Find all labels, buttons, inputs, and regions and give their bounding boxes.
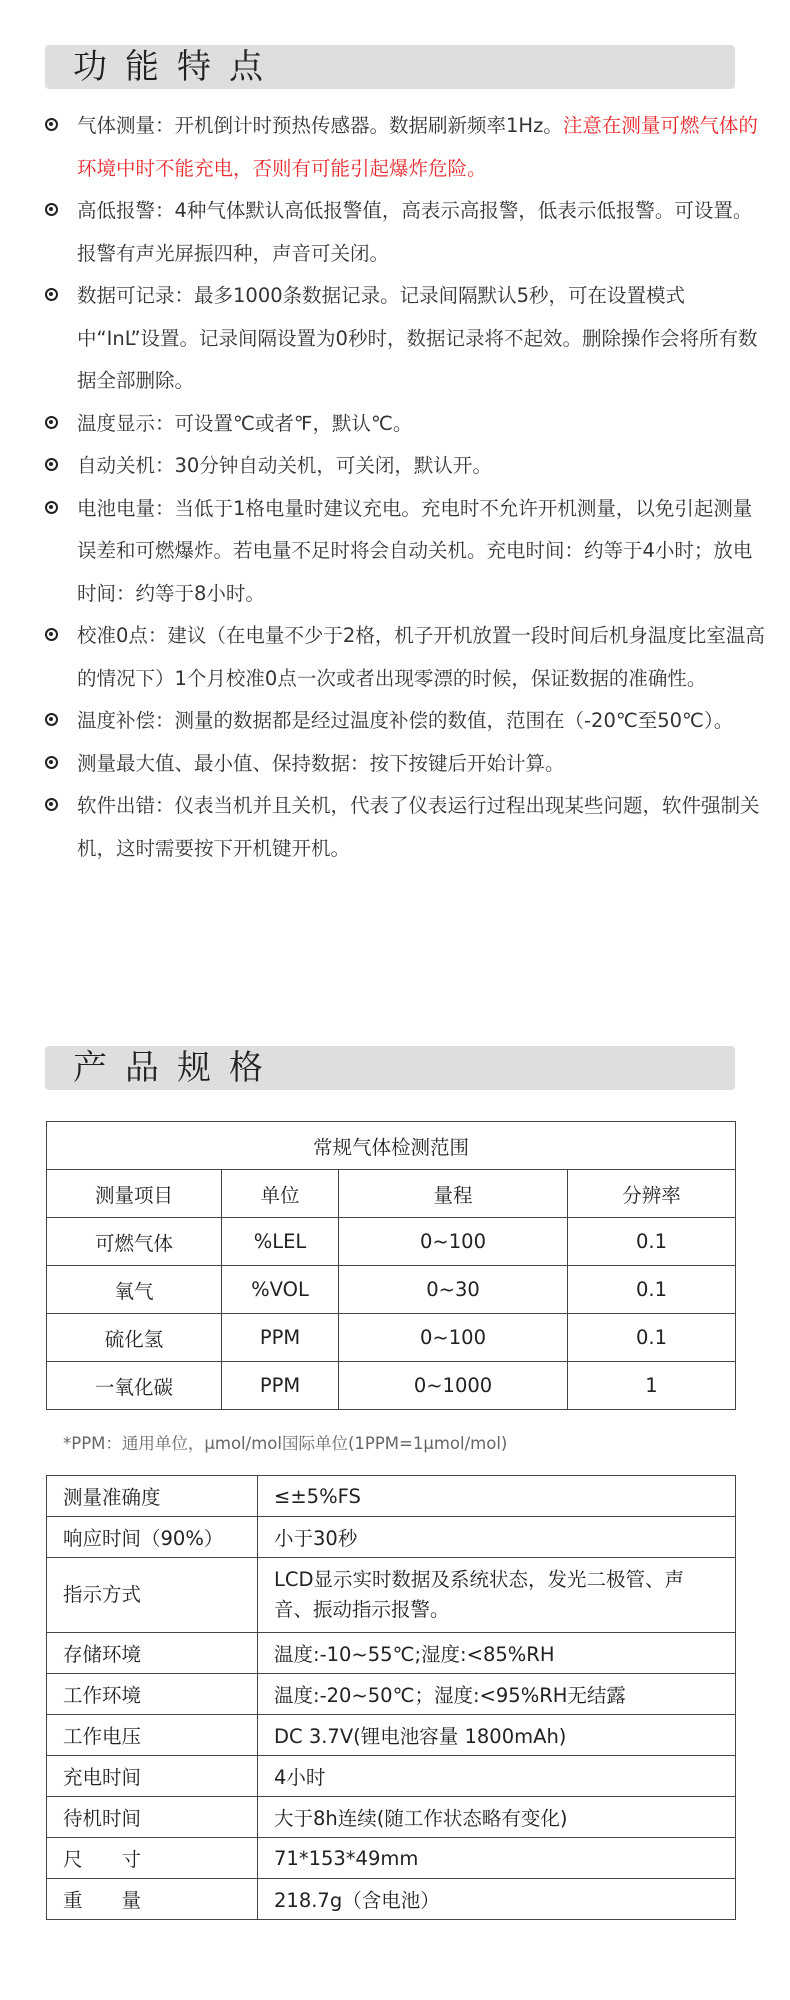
spec-value: DC 3.7V(锂电池容量 1800mAh) — [258, 1715, 736, 1756]
bullet-icon — [45, 501, 58, 514]
feature-text: 温度补偿：测量的数据都是经过温度补偿的数值，范围在（-20℃至50℃）。 — [77, 709, 734, 732]
spec-row — [47, 1476, 736, 1517]
bullet-icon — [45, 628, 58, 641]
table-cell: PPM — [222, 1362, 339, 1410]
spec-row — [47, 1838, 736, 1879]
feature-item — [45, 743, 765, 786]
feature-item — [45, 445, 765, 488]
table-row — [47, 1314, 736, 1362]
table-cell: 1 — [568, 1362, 736, 1410]
feature-text: 高低报警：4种气体默认高低报警值，高表示高报警，低表示低报警。可设置。报警有声光屏振四种，声音可关闭。 — [77, 199, 753, 265]
spec-value: LCD显示实时数据及系统状态，发光二极管、声音、振动指示报警。 — [258, 1558, 736, 1633]
spec-value: 4小时 — [258, 1756, 736, 1797]
spec-key: 指示方式 — [47, 1558, 258, 1633]
feature-text: 自动关机：30分钟自动关机，可关闭，默认开。 — [77, 454, 492, 477]
spec-row — [47, 1558, 736, 1633]
spec-row — [47, 1797, 736, 1838]
spec-value: 小于30秒 — [258, 1517, 736, 1558]
bullet-icon — [45, 416, 58, 429]
spec-value: 大于8h连续(随工作状态略有变化) — [258, 1797, 736, 1838]
feature-item — [45, 488, 765, 616]
feature-text: 温度显示：可设置℃或者℉，默认℃。 — [77, 411, 413, 435]
features-list — [45, 105, 765, 870]
feature-text: 校准0点：建议（在电量不少于2格，机子开机放置一段时间后机身温度比室温高的情况下）1个月校准0点一次或者出现零漂的时候，保证数据的准确性。 — [77, 624, 765, 690]
column-header: 测量项目 — [47, 1170, 222, 1218]
table-caption-row — [47, 1122, 736, 1170]
table-header-row — [47, 1170, 736, 1218]
spec-value: 温度:-20~50℃；湿度:<95%RH无结露 — [258, 1674, 736, 1715]
spec-row — [47, 1633, 736, 1674]
spec-key: 工作环境 — [47, 1674, 258, 1715]
spec-value: 温度:-10~55℃;湿度:<85%RH — [258, 1633, 736, 1674]
spec-key: 响应时间（90%） — [47, 1517, 258, 1558]
features-section-header — [45, 45, 735, 89]
table-cell: 硫化氢 — [47, 1314, 222, 1362]
feature-item — [45, 105, 765, 190]
spec-row — [47, 1879, 736, 1920]
bullet-icon — [45, 203, 58, 216]
table-row — [47, 1266, 736, 1314]
bullet-icon — [45, 798, 58, 811]
feature-item — [45, 700, 765, 743]
spec-row — [47, 1756, 736, 1797]
feature-item — [45, 275, 765, 403]
feature-text: 电池电量：当低于1格电量时建议充电。充电时不允许开机测量，以免引起测量误差和可燃爆炸。若电量不足时将会自动关机。充电时间：约等于4小时；放电时间：约等于8小时。 — [77, 496, 753, 605]
spec-key: 存储环境 — [47, 1633, 258, 1674]
table-cell: 可燃气体 — [47, 1218, 222, 1266]
spec-row — [47, 1674, 736, 1715]
specs-section-header — [45, 1046, 735, 1090]
feature-item — [45, 785, 765, 870]
table-cell: 0~100 — [339, 1218, 568, 1266]
spec-key: 重 量 — [47, 1879, 258, 1920]
spec-key: 待机时间 — [47, 1797, 258, 1838]
bullet-icon — [45, 288, 58, 301]
bullet-icon — [45, 756, 58, 769]
feature-text: 数据可记录：最多1000条数据记录。记录间隔默认5秒，可在设置模式中“InL”设置。记录间隔设置为0秒时，数据记录将不起效。删除操作会将所有数据全部删除。 — [77, 284, 758, 392]
spec-key: 工作电压 — [47, 1715, 258, 1756]
spec-key: 尺 寸 — [47, 1838, 258, 1879]
range-table-caption: 常规气体检测范围 — [47, 1122, 736, 1170]
feature-text: 软件出错：仪表当机并且关机，代表了仪表运行过程出现某些问题，软件强制关机，这时需要按下开机键开机。 — [77, 794, 760, 860]
feature-warning: 注意在测量可燃气体的环境中时不能充电，否则有可能引起爆炸危险。 — [77, 114, 758, 180]
spec-key: 充电时间 — [47, 1756, 258, 1797]
bullet-icon — [45, 118, 58, 131]
bullet-icon — [45, 713, 58, 726]
table-row — [47, 1218, 736, 1266]
spec-row — [47, 1715, 736, 1756]
spec-row — [47, 1517, 736, 1558]
feature-item — [45, 190, 765, 275]
spec-table — [46, 1475, 736, 1920]
gas-range-table — [46, 1121, 736, 1410]
table-cell: %LEL — [222, 1218, 339, 1266]
specs-section-title: 产品规格 — [73, 1048, 281, 1088]
table-cell: PPM — [222, 1314, 339, 1362]
features-section-title: 功能特点 — [73, 47, 281, 87]
table-cell: 一氧化碳 — [47, 1362, 222, 1410]
bullet-icon — [45, 458, 58, 471]
table-cell: 0~1000 — [339, 1362, 568, 1410]
feature-text: 气体测量：开机倒计时预热传感器。数据刷新频率1Hz。 — [77, 114, 563, 137]
spec-value: ≤±5%FS — [258, 1476, 736, 1517]
table-row — [47, 1362, 736, 1410]
spec-key: 测量准确度 — [47, 1476, 258, 1517]
table-cell: 氧气 — [47, 1266, 222, 1314]
feature-text: 测量最大值、最小值、保持数据：按下按键后开始计算。 — [77, 751, 565, 775]
feature-item — [45, 403, 765, 446]
spec-value: 218.7g（含电池） — [258, 1879, 736, 1920]
unit-note: *PPM：通用单位，μmol/mol国际单位(1PPM=1μmol/mol) — [63, 1434, 508, 1453]
feature-item — [45, 615, 765, 700]
column-header: 量程 — [339, 1170, 568, 1218]
table-cell: 0.1 — [568, 1314, 736, 1362]
column-header: 分辨率 — [568, 1170, 736, 1218]
table-cell: 0.1 — [568, 1218, 736, 1266]
table-cell: %VOL — [222, 1266, 339, 1314]
table-cell: 0.1 — [568, 1266, 736, 1314]
table-cell: 0~30 — [339, 1266, 568, 1314]
column-header: 单位 — [222, 1170, 339, 1218]
spec-value: 71*153*49mm — [258, 1838, 736, 1879]
table-cell: 0~100 — [339, 1314, 568, 1362]
